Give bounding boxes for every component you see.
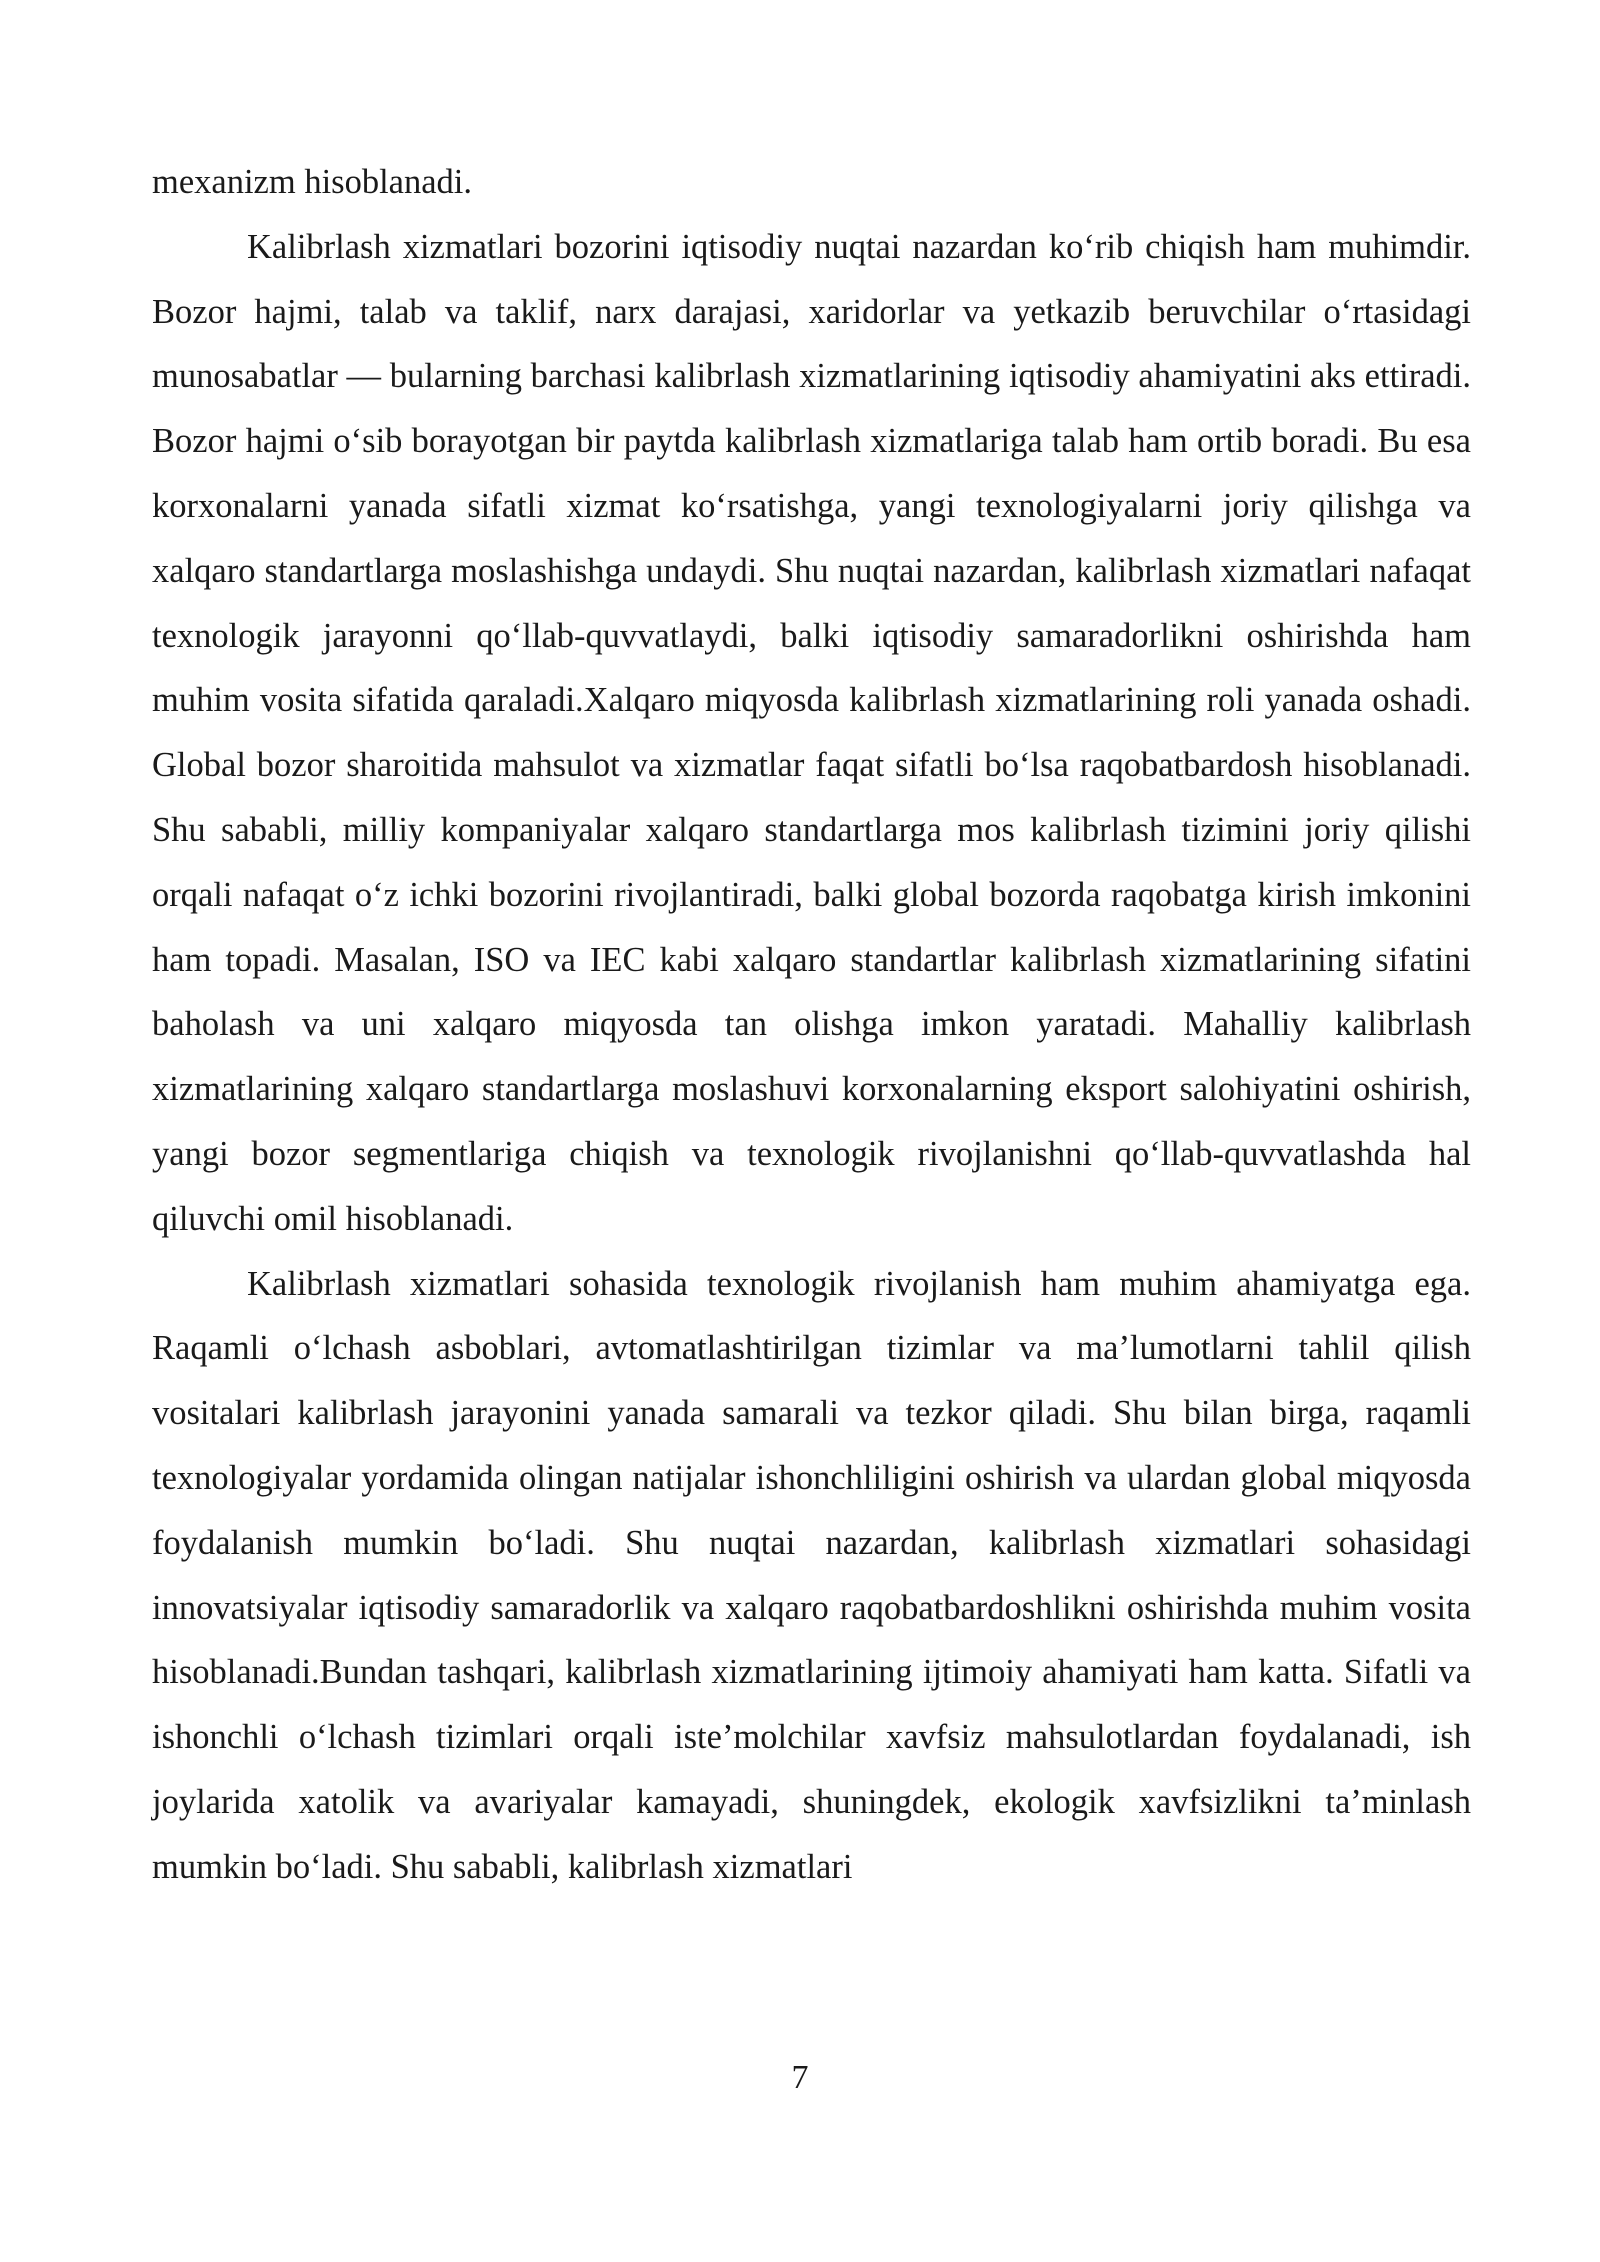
paragraph-calibration-market: Kalibrlash xizmatlari bozorini iqtisodiy nuqtai nazardan ko‘rib chiqish ham muhimdir. Bozor hajmi, talab va taklif, narx darajasi, xaridorlar va yetkazib beruvchilar o‘rtasidagi munosabatlar — bularning barchasi kalibrlash xizmatlarining iqtisodiy ahamiyatini aks ettiradi. Bozor hajmi o‘sib borayotgan bir paytda kalibrlash xizmatlariga talab ham ortib boradi. Bu esa korxonalarni yanada sifatli xizmat ko‘rsatishga, yangi texnologiyalarni joriy qilishga va xalqaro standartlarga moslashishga undaydi. Shu nuqtai nazardan, kalibrlash xizmatlari nafaqat texnologik jarayonni qo‘llab-quvvatlaydi, balki iqtisodiy samaradorlikni oshirishda ham muhim vosita sifatida qaraladi.Xalqaro miqyosda kalibrlash xizmatlarining roli yanada oshadi. Global bozor sharoitida mahsulot va xizmatlar faqat sifatli bo‘lsa raqobatbardosh hisoblanadi. Shu sababli, milliy kompaniyalar xalqaro standartlarga mos kalibrlash tizimini joriy qilishi orqali nafaqat o‘z ichki bozorini rivojlantiradi, balki global bozorda raqobatga kirish imkonini ham topadi. Masalan, ISO va IEC kabi xalqaro standartlar kalibrlash xizmatlarining sifatini baholash va uni xalqaro miqyosda tan olishga imkon yaratadi. Mahalliy kalibrlash xizmatlarining xalqaro standartlarga moslashuvi korxonalarning eksport salohiyatini oshirish, yangi bozor segmentlariga chiqish va texnologik rivojlanishni qo‘llab-quvvatlashda hal qiluvchi omil hisoblanadi. xyxy=(152,227,1471,1238)
paragraph-continuation: mexanizm hisoblanadi. xyxy=(152,163,473,201)
page-number: 7 xyxy=(791,2059,809,2096)
paragraph-technological-development: Kalibrlash xizmatlari sohasida texnologik rivojlanish ham muhim ahamiyatga ega. Raqamli o‘lchash asboblari, avtomatlashtirilgan tizimlar va ma’lumotlarni tahlil qilish vositalari kalibrlash jarayonini yanada samarali va tezkor qiladi. Shu bilan birga, raqamli texnologiyalar yordamida olingan natijalar ishonchliligini oshirish va ulardan global miqyosda foydalanish mumkin bo‘ladi. Shu nuqtai nazardan, kalibrlash xizmatlari sohasidagi innovatsiyalar iqtisodiy samaradorlik va xalqaro raqobatbardoshlikni oshirishda muhim vosita hisoblanadi.Bundan tashqari, kalibrlash xizmatlarining ijtimoiy ahamiyati ham katta. Sifatli va ishonchli o‘lchash tizimlari orqali iste’molchilar xavfsiz mahsulotlardan foydalanadi, ish joylarida xatolik va avariyalar kamayadi, shuningdek, ekologik xavfsizlikni ta’minlash mumkin bo‘ladi. Shu sababli, kalibrlash xizmatlari xyxy=(152,1264,1471,1886)
body-text xyxy=(152,150,1471,1900)
